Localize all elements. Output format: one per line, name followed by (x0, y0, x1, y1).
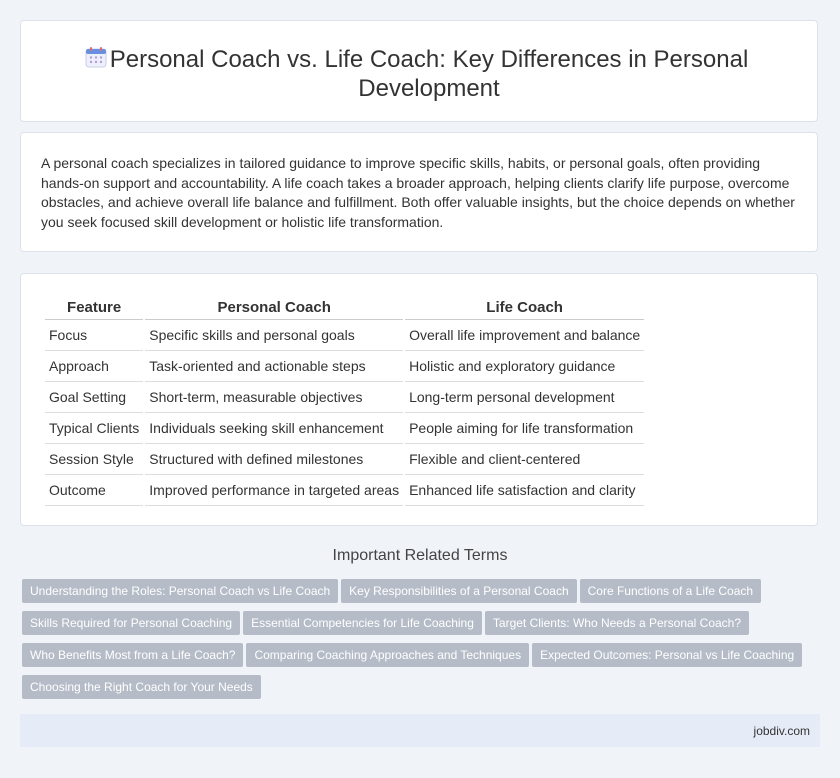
related-term-link[interactable]: Core Functions of a Life Coach (580, 579, 761, 603)
intro-paragraph: A personal coach specializes in tailored guidance to improve specific skills, habits, or personal goals, often providing hands-on support and accountability. A life coach takes a broader approach, helping clients clarify life purpose, overcome obstacles, and achieve overall life balance and fulfillment. Both offer valuable insights, but the choice depends on whether you seek focused skill development or holistic life transformation. (41, 155, 795, 230)
table-cell: Focus (45, 320, 143, 351)
related-term-link[interactable]: Skills Required for Personal Coaching (22, 611, 240, 635)
footer-site-link[interactable]: jobdiv.com (753, 724, 810, 738)
related-term-link[interactable]: Comparing Coaching Approaches and Techniques (246, 643, 529, 667)
header-card (20, 20, 818, 122)
table-header-row (45, 294, 644, 320)
related-term-link[interactable]: Key Responsibilities of a Personal Coach (341, 579, 576, 603)
table-cell: Goal Setting (45, 382, 143, 413)
table-cell: Short-term, measurable objectives (145, 382, 403, 413)
table-cell: Enhanced life satisfaction and clarity (405, 475, 644, 506)
table-cell: Flexible and client-centered (405, 444, 644, 475)
footer (20, 714, 820, 747)
related-term-link[interactable]: Who Benefits Most from a Life Coach? (22, 643, 243, 667)
table-row (45, 382, 644, 413)
table-cell: Task-oriented and actionable steps (145, 351, 403, 382)
table-row (45, 444, 644, 475)
table-cell: Specific skills and personal goals (145, 320, 403, 351)
comparison-table (43, 294, 646, 506)
table-cell: Typical Clients (45, 413, 143, 444)
related-term-link[interactable]: Target Clients: Who Needs a Personal Coach? (485, 611, 749, 635)
table-cell: Structured with defined milestones (145, 444, 403, 475)
table-cell: Individuals seeking skill enhancement (145, 413, 403, 444)
table-cell: Long-term personal development (405, 382, 644, 413)
page-title: Personal Coach vs. Life Coach: Key Differences in Personal Development (109, 46, 749, 102)
table-cell: Overall life improvement and balance (405, 320, 644, 351)
table-cell: People aiming for life transformation (405, 413, 644, 444)
table-row (45, 475, 644, 506)
related-term-link[interactable]: Understanding the Roles: Personal Coach vs Life Coach (22, 579, 338, 603)
table-row (45, 351, 644, 382)
column-header: Feature (45, 294, 143, 320)
related-term-link[interactable]: Choosing the Right Coach for Your Needs (22, 675, 261, 699)
comparison-card (20, 273, 818, 526)
related-term-link[interactable]: Expected Outcomes: Personal vs Life Coaching (532, 643, 802, 667)
related-term-link[interactable]: Essential Competencies for Life Coaching (243, 611, 482, 635)
table-cell: Session Style (45, 444, 143, 475)
table-cell: Holistic and exploratory guidance (405, 351, 644, 382)
table-row (45, 413, 644, 444)
table-cell: Outcome (45, 475, 143, 506)
related-terms-title: Important Related Terms (332, 547, 508, 564)
table-cell: Approach (45, 351, 143, 382)
table-cell: Improved performance in targeted areas (145, 475, 403, 506)
column-header: Personal Coach (145, 294, 403, 320)
column-header: Life Coach (405, 294, 644, 320)
table-row (45, 320, 644, 351)
intro-card (20, 132, 818, 252)
related-terms-list (22, 579, 822, 707)
